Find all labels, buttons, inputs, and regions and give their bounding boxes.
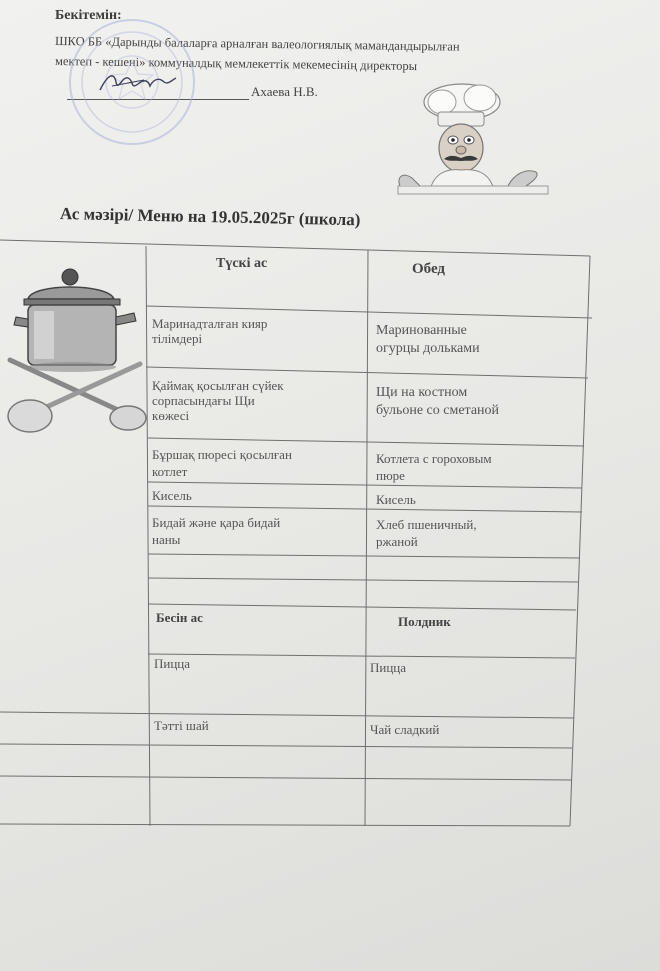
snack-item-ru-2: Чай сладкий — [370, 722, 440, 737]
snack-item-kz-1: Пицца — [154, 656, 191, 671]
lunch-item-kz-4: Кисель — [152, 488, 192, 503]
lunch-item-ru-3: Котлета с гороховым пюре — [376, 451, 492, 483]
lunch-item-kz-3: Бұршақ пюресі қосылған котлет — [152, 447, 292, 479]
lunch-item-ru-2: Щи на костном бульоне со сметаной — [376, 385, 500, 418]
lunch-item-ru-4: Кисель — [376, 492, 416, 507]
lunch-item-kz-2: Қаймақ қосылған сүйек сорпасындағы Щи көжесі — [152, 378, 284, 423]
header-snack-kz: Бесін ас — [156, 610, 203, 625]
lunch-item-kz-5: Бидай және қара бидай наны — [152, 515, 281, 547]
lunch-item-ru-1: Маринованные огурцы дольками — [376, 323, 480, 356]
menu-title: Ас мәзірі/ Меню на 19.05.2025г (школа) — [59, 204, 361, 230]
approval-org-line-2: мектеп - кешені» коммуналдық мемлекеттік мекемесінің директоры — [54, 54, 418, 74]
header-snack-ru: Полдник — [398, 614, 451, 629]
approval-org-line-1: ШКО ББ «Дарынды балаларға арналған валеологиялық мамандандырылған — [54, 34, 460, 54]
lunch-item-ru-5: Хлеб пшеничный, ржаной — [376, 517, 477, 549]
snack-item-ru-1: Пицца — [370, 660, 407, 675]
approval-title: Бекітемін: — [55, 8, 122, 23]
lunch-item-kz-1: Маринадталған кияр тілімдері — [152, 316, 268, 346]
snack-item-kz-2: Тәтті шай — [154, 718, 209, 733]
header-lunch-kz: Түскі ас — [216, 256, 268, 271]
director-name: Ахаева Н.В. — [251, 84, 318, 99]
header-lunch-ru: Обед — [412, 261, 446, 277]
